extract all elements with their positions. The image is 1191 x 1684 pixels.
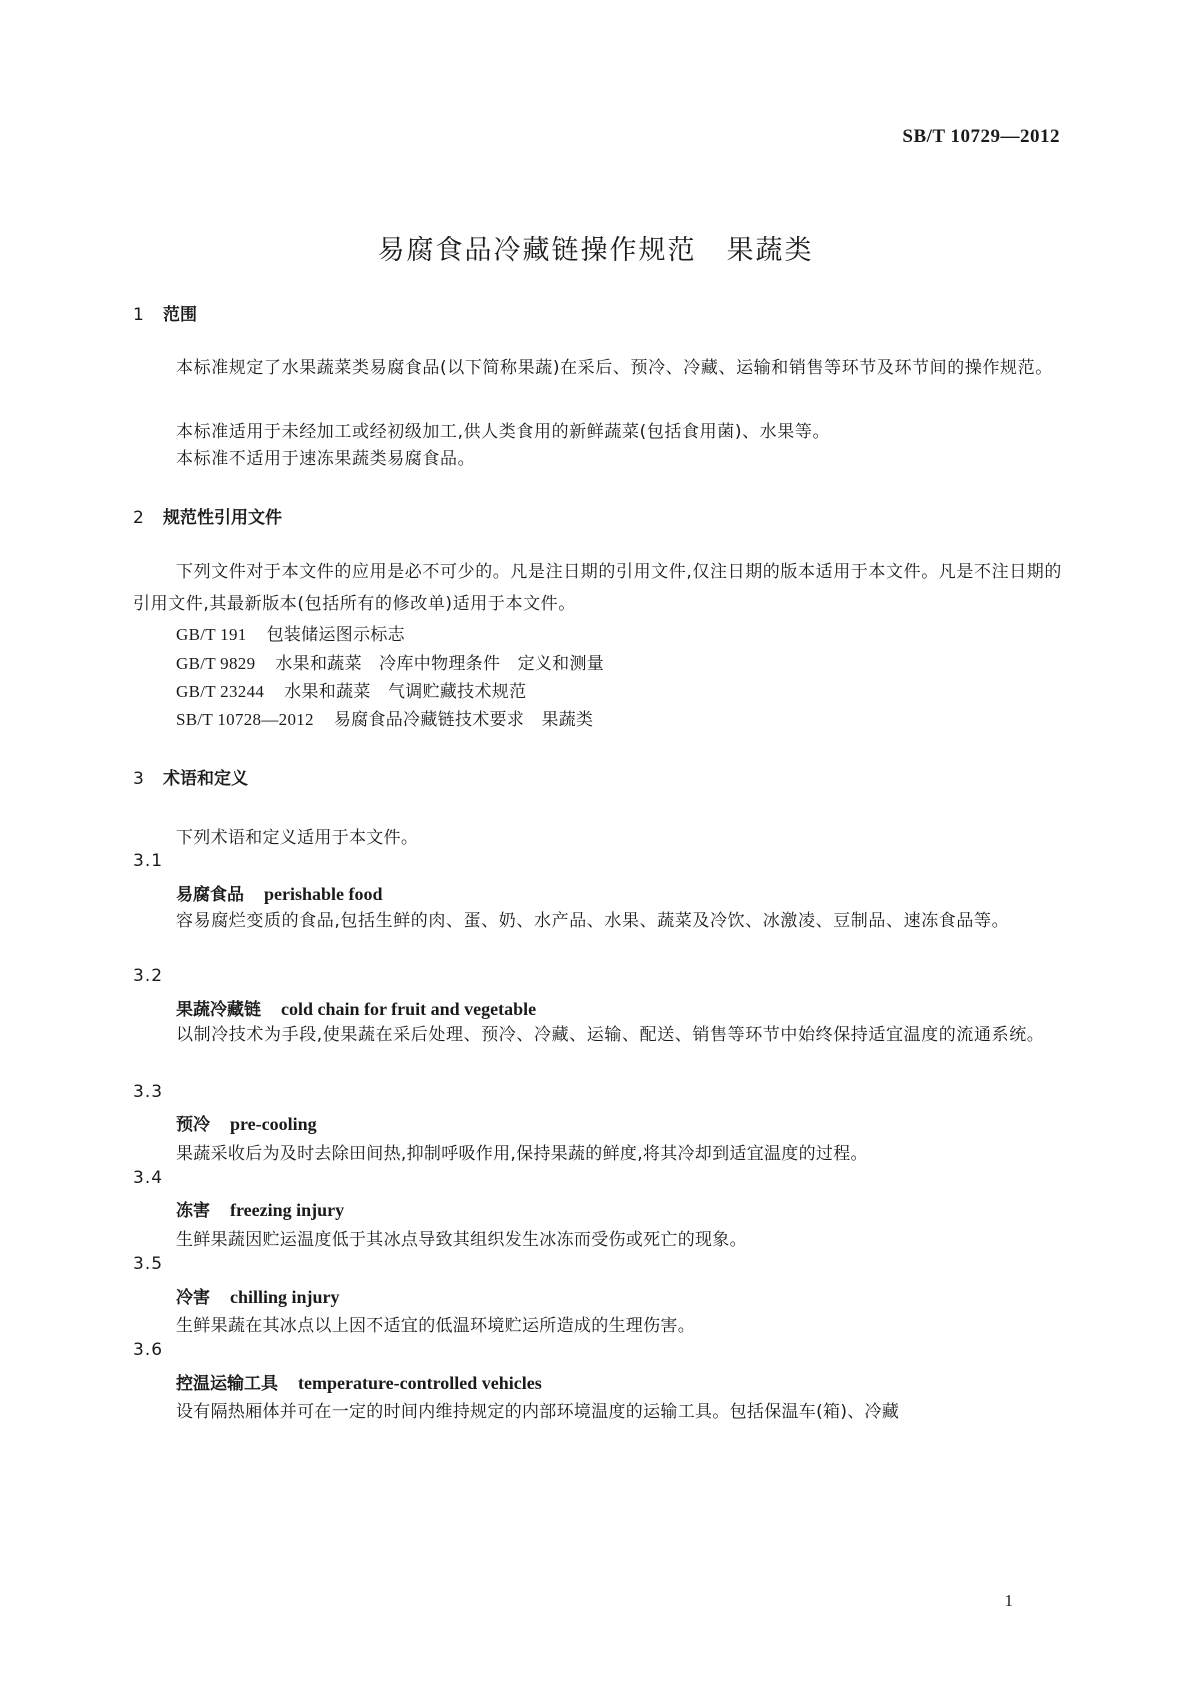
reference-title: 水果和蔬菜 冷库中物理条件 定义和测量 [275, 654, 605, 674]
section-3-intro: 下列术语和定义适用于本文件。 [176, 828, 419, 848]
reference-code: SB/T 10728—2012 [176, 710, 314, 729]
section-title: 术语和定义 [163, 769, 248, 789]
term-zh: 预冷 [176, 1115, 210, 1135]
section-3-heading [133, 764, 248, 789]
term-definition: 果蔬采收后为及时去除田间热,抑制呼吸作用,保持果蔬的鲜度,将其冷却到适宜温度的过程。 [176, 1144, 868, 1164]
reference-item [176, 677, 526, 702]
term-number: 3.1 [133, 851, 164, 871]
section-2-heading [133, 503, 282, 528]
term-en: pre-cooling [230, 1114, 317, 1134]
term-en: perishable food [264, 884, 383, 904]
term-definition: 以制冷技术为手段,使果蔬在采后处理、预冷、冷藏、运输、配送、销售等环节中始终保持适宜温度的流通系统。 [176, 1025, 1045, 1045]
term-name [176, 1283, 340, 1308]
term-zh: 果蔬冷藏链 [176, 1000, 261, 1020]
section-title: 规范性引用文件 [163, 508, 282, 528]
term-zh: 控温运输工具 [176, 1374, 278, 1394]
reference-item [176, 620, 405, 645]
term-number: 3.2 [133, 966, 164, 986]
term-zh: 易腐食品 [176, 885, 244, 905]
term-number: 3.5 [133, 1254, 164, 1274]
term-name [176, 995, 536, 1020]
section-1-para-2: 本标准适用于未经加工或经初级加工,供人类食用的新鲜蔬菜(包括食用菌)、水果等。 [176, 422, 831, 442]
section-2-intro: 下列文件对于本文件的应用是必不可少的。凡是注日期的引用文件,仅注日期的版本适用于本文件。凡是不注日期的引用文件,其最新版本(包括所有的修改单)适用于本文件。 [133, 562, 1063, 614]
term-number: 3.4 [133, 1168, 164, 1188]
reference-code: GB/T 23244 [176, 682, 265, 701]
term-number: 3.6 [133, 1340, 164, 1360]
term-name [176, 1196, 344, 1221]
term-name [176, 1369, 542, 1394]
term-zh: 冻害 [176, 1201, 210, 1221]
term-name [176, 880, 383, 905]
term-zh: 冷害 [176, 1288, 210, 1308]
term-definition: 生鲜果蔬在其冰点以上因不适宜的低温环境贮运所造成的生理伤害。 [176, 1316, 695, 1336]
term-en: freezing injury [230, 1200, 345, 1220]
reference-title: 易腐食品冷藏链技术要求 果蔬类 [333, 710, 594, 730]
page-number: 1 [1004, 1591, 1013, 1610]
section-number: 3 [133, 769, 144, 789]
term-definition: 容易腐烂变质的食品,包括生鲜的肉、蛋、奶、水产品、水果、蔬菜及冷饮、冰激凌、豆制品、速冻食品等。 [176, 911, 1010, 931]
section-1-heading [133, 300, 197, 325]
reference-code: GB/T 191 [176, 625, 247, 644]
section-number: 2 [133, 508, 144, 528]
term-definition: 生鲜果蔬因贮运温度低于其冰点导致其组织发生冰冻而受伤或死亡的现象。 [176, 1230, 747, 1250]
reference-item [176, 649, 604, 674]
reference-title: 包装储运图示标志 [266, 625, 405, 645]
section-title: 范围 [163, 305, 197, 325]
term-en: cold chain for fruit and vegetable [281, 999, 537, 1019]
term-en: chilling injury [230, 1287, 340, 1307]
section-1-para-1: 本标准规定了水果蔬菜类易腐食品(以下简称果蔬)在采后、预冷、冷藏、运输和销售等环节及环节间的操作规范。 [176, 358, 1053, 378]
reference-title: 水果和蔬菜 气调贮藏技术规范 [284, 682, 527, 702]
standard-code: SB/T 10729—2012 [902, 126, 1060, 147]
term-name [176, 1110, 317, 1135]
title-sub: 果蔬类 [726, 235, 814, 266]
title-main: 易腐食品冷藏链操作规范 [377, 235, 697, 266]
document-title [0, 228, 1191, 267]
section-1-para-3: 本标准不适用于速冻果蔬类易腐食品。 [176, 449, 476, 469]
term-en: temperature-controlled vehicles [298, 1373, 542, 1393]
reference-code: GB/T 9829 [176, 654, 256, 673]
section-number: 1 [133, 305, 144, 325]
term-definition: 设有隔热厢体并可在一定的时间内维持规定的内部环境温度的运输工具。包括保温车(箱)、冷藏 [176, 1402, 900, 1422]
reference-item [176, 705, 593, 730]
term-number: 3.3 [133, 1082, 164, 1102]
